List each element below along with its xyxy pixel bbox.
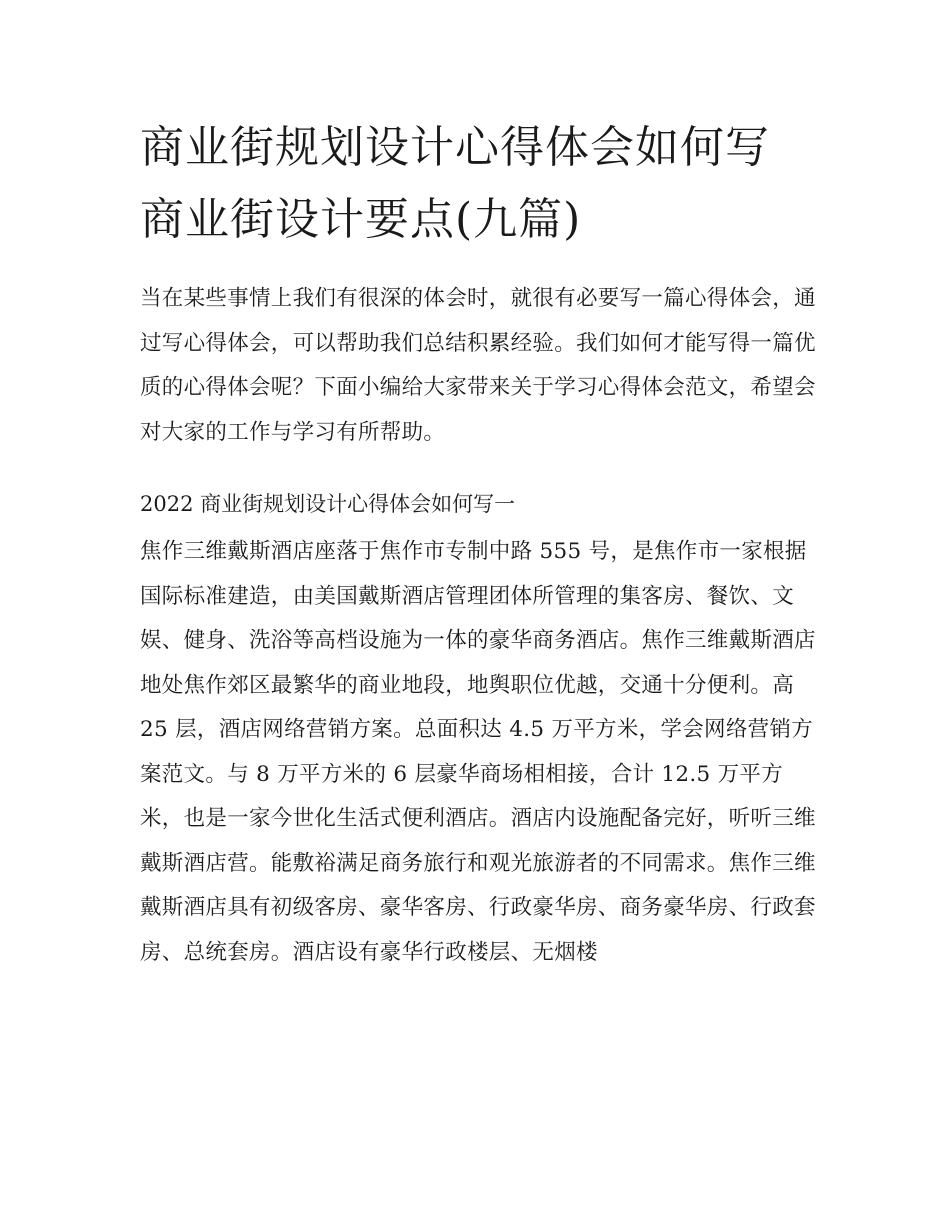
- intro-paragraph: 当在某些事情上我们有很深的体会时，就很有必要写一篇心得体会，通过写心得体会，可以帮助我们总结积累经验。我们如何才能写得一篇优质的心得体会呢？下面小编给大家带来关于学习心得体会范文，希望会对大家的工作与学习有所帮助。: [140, 286, 816, 445]
- section-heading: 2022 商业街规划设计心得体会如何写一: [140, 492, 516, 516]
- section-paragraph: 焦作三维戴斯酒店座落于焦作市专制中路 555 号，是焦作市一家根据国际标准建造，由美国戴斯酒店管理团体所管理的集客房、餐饮、文娱、健身、洗浴等高档设施为一体的豪华商务酒店。焦作三维戴斯酒店地处焦作郊区最繁华的商业地段，地舆职位优越，交通十分便利。高 25 层，酒店网络营销方案。总面积达 4.5 万平方米，学会网络营销方案范文。与 8 万平方米的 6 层豪华商场相相接，合计 12.5 万平方米，也是一家今世化生活式便利酒店。酒店内设施配备完好，听听三维戴斯酒店营。能敷裕满足商务旅行和观光旅游者的不同需求。焦作三维戴斯酒店具有初级客房、豪华客房、行政豪华房、商务豪华房、行政套房、总统套房。酒店设有豪华行政楼层、无烟楼: [140, 539, 816, 965]
- document-title: 商业街规划设计心得体会如何写 商业街设计要点(九篇): [140, 122, 770, 245]
